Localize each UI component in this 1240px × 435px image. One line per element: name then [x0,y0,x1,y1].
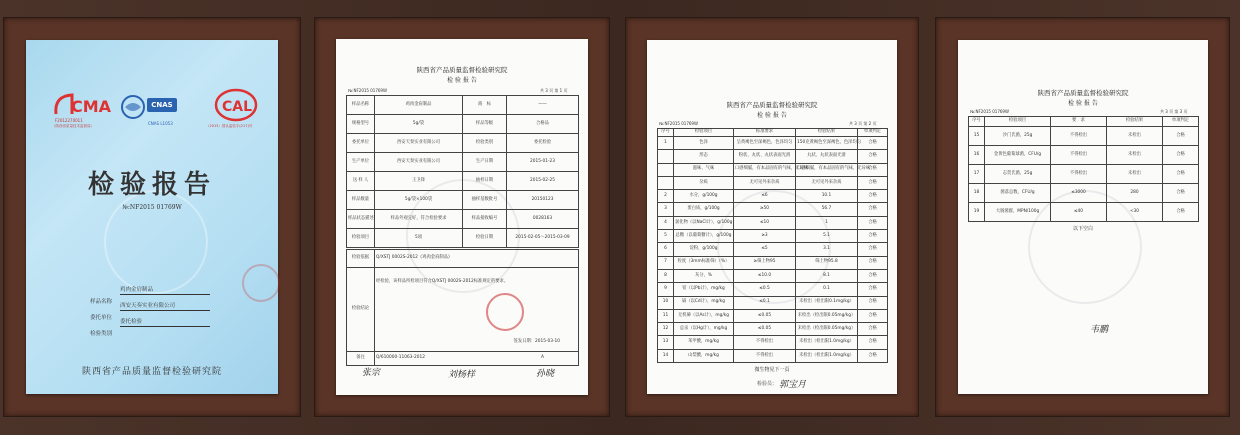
table-cell: 委托单位 [347,134,375,153]
table-cell: 王卫锋 [375,172,463,191]
cma-logo [52,92,110,132]
table-header-cell: 要 求 [1051,117,1107,127]
table-cell: 合格 [1163,203,1199,222]
cover-institute: 陕西省产品质量监督检验研究院 [81,367,222,377]
table-cell: 3.1 [796,243,858,256]
table-cell: ≤3000 [1051,184,1107,203]
table-cell: 水分，g/100g [674,190,734,203]
table-cell: 10.1 [796,190,858,203]
table-cell: 规格型号 [347,115,375,134]
table-header-cell: 单项判定 [858,129,888,137]
page2-signature: 郭宝月 [779,380,807,390]
table-cell: 合格 [858,309,888,322]
cover-report-no: №:NF2015 01769W [122,204,182,211]
report-page-3 [958,40,1208,394]
table-row [658,269,888,282]
table-cell: 蛋白质，g/100g [674,203,734,216]
table-cell: 未检出 [1107,165,1163,184]
cal-logo [206,88,266,134]
cover-field-label: 委托单位 [90,315,113,321]
table-cell: 合格 [858,150,888,163]
table-cell: 3 [658,203,674,216]
table-row [347,191,579,210]
table-row [658,137,888,150]
page2-inspector-label: 检验员： [757,381,778,387]
table-cell: 鸡肉金肩制品 [375,96,463,115]
table-cell: 合格 [858,323,888,336]
page3-page-no: 共 3 页 第 3 页 [1160,109,1188,114]
remark-extra: A [541,355,544,361]
page2-subtitle: 检 验 报 告 [757,112,787,119]
table-cell: 检验项目 [347,229,375,248]
table-cell: 13 [658,336,674,349]
table-row [658,190,888,203]
table-cell: 8 [658,269,674,282]
table-cell: 不得检出 [1051,127,1107,146]
table-row [347,172,579,191]
table-cell: 未检出（检出限0.05mg/kg） [796,323,858,336]
table-cell: 山梨酸，mg/kg [674,349,734,362]
table-cell: 19 [969,203,985,222]
table-cell: 送 样 人 [347,172,375,191]
page2-footer-note: 微生物见下一页 [754,367,790,373]
table-cell: 口感细腻，有本品固有的气味，无异味 [734,163,796,176]
table-header-cell: 检验结果 [1107,117,1163,127]
table-cell [658,163,674,176]
table-cell: ≤6 [734,190,796,203]
table-cell: 样品名称 [347,96,375,115]
table-cell: 未检出（检出限1.0mg/kg） [796,336,858,349]
table-cell: 6 [658,243,674,256]
table-cell: 8.1 [796,269,858,282]
table-cell: 粉状、丸状、丸状表面光滑 [734,150,796,163]
table-cell: 11 [658,309,674,322]
table-cell: 生产日期 [463,153,507,172]
table-cell: 合格 [1163,127,1199,146]
table-cell: 未检出（检出限0.1mg/kg） [796,296,858,309]
table-cell: 筛上物95.8 [796,256,858,269]
table-cell: 西安天奏实业有限公司 [375,134,463,153]
table-cell: 14 [658,349,674,362]
table-row [658,336,888,349]
signature-3: 孙晓 [536,369,555,379]
table-cell: 5g/袋×100袋 [375,191,463,210]
table-cell: 18 [969,184,985,203]
table-cell: 20150123 [507,191,579,210]
table-header-cell: 序号 [969,117,985,127]
remark-label: 备注 [347,352,375,366]
conclusion-label: 检验结论 [347,268,375,352]
table-cell: ≤0.1 [734,296,796,309]
table-cell: 检验类别 [463,134,507,153]
table-cell: 17 [969,165,985,184]
table-header-cell: 检验结果 [796,129,858,137]
table-cell: 不得检出 [1051,165,1107,184]
cal-logo-text: CAL [222,99,253,115]
table-cell: 志贺氏菌，25g [985,165,1051,184]
cover-page [26,40,278,394]
table-row [347,96,579,115]
table-cell: 粒度（3mm标准筛）（%） [674,256,734,269]
table-cell [658,150,674,163]
table-row [658,216,888,229]
table-row [658,309,888,322]
page3-report-no: №:NF2015 01769W [970,109,1009,114]
table-row [969,203,1199,222]
table-cell: 抽样日期 [463,172,507,191]
table-cell: 5项 [375,229,463,248]
table-row [658,203,888,216]
table-cell: ≥3 [734,230,796,243]
table-cell [658,176,674,189]
table-header-cell: 序号 [658,129,674,137]
table-row [347,153,579,172]
table-cell: 16 [969,146,985,165]
table-cell: ≤0.5 [734,283,796,296]
table-cell: 总汞（以Hg计），mg/kg [674,323,734,336]
table-cell: 5 [658,230,674,243]
table-cell: 未检出（检出限0.05mg/kg） [796,309,858,322]
table-cell: 无可见外来杂质 [796,176,858,189]
table-cell: ≥筛上物95 [734,256,796,269]
table-cell: 合格 [858,283,888,296]
remark-cell [375,352,579,366]
table-cell: 未检出 [1107,127,1163,146]
table-cell: 商 标 [463,96,507,115]
table-header-cell: 检验项目 [674,129,734,137]
table-cell: 无机砷（以As计），mg/kg [674,309,734,322]
frame-page-3 [936,18,1229,416]
table-cell: 1 [796,216,858,229]
table-cell: 合格 [858,176,888,189]
table-cell: ≤5 [734,243,796,256]
table-cell: 沙门氏菌，25g [985,127,1051,146]
cover-field-label: 检验类别 [90,331,113,337]
table-cell: ≤10 [734,216,796,229]
table-row [658,230,888,243]
page3-signature: 韦鹏 [1090,325,1109,335]
table-cell: 5.1 [796,230,858,243]
table-cell: 合格 [1163,165,1199,184]
basis-label: 检验依据 [347,250,375,268]
table-row [347,210,579,229]
table-row [969,184,1199,203]
table-cell: 滋味、气味 [674,163,734,176]
table-header-cell: 单项判定 [1163,117,1199,127]
cnas-logo-text: CNAS [147,98,177,112]
page1-subtitle: 检 验 报 告 [447,77,477,84]
table-cell: 不得检出 [1051,146,1107,165]
table-row [347,229,579,248]
table-cell: 苯甲酸，mg/kg [674,336,734,349]
table-cell: 合格 [858,256,888,269]
remark-value: Q/610000-11063-2012 [376,355,425,361]
frame-cover [4,18,300,416]
page1-red-seal [486,293,524,331]
table-header-cell: 检验项目 [985,117,1051,127]
table-cell: 氯化物（以NaCl计），g/100g [674,216,734,229]
table-row [347,115,579,134]
table-cell: 2015-02-25 [507,172,579,191]
table-cell: 金黄色葡萄球菌，CFU/g [985,146,1051,165]
table-cell: 合格 [858,269,888,282]
table-cell: 0028163 [507,210,579,229]
cnas-logo [120,94,180,132]
table-cell: 样品等级 [463,115,507,134]
table-cell: 10 [658,296,674,309]
table-cell: 合格 [858,163,888,176]
cover-title: 检验报告 [87,170,216,200]
cal-subtitle: （2013）国认监验字(217)号 [206,124,253,128]
cnas-code: CNAS L1053 [148,121,173,126]
table-cell: 菌落总数，CFU/g [985,184,1051,203]
table-row [658,323,888,336]
table-cell: 丸状、丸状表面光滑 [796,150,858,163]
table-cell: 合格 [858,216,888,229]
page1-report-no: №:NF2015 01769W [348,88,387,93]
table-cell: 4 [658,216,674,229]
table-cell: ≤40 [1051,203,1107,222]
table-cell: 杂质 [674,176,734,189]
table-row [658,283,888,296]
table-cell: 生产单位 [347,153,375,172]
cma-subtitle: （陕西省质量技术监督局） [52,124,94,128]
table-cell: 合格 [858,230,888,243]
table-cell: ≥50 [734,203,796,216]
table-cell: 12 [658,323,674,336]
page3-blank-note: 以下空白 [1072,226,1093,232]
table-cell: 铅（以Pb计），mg/kg [674,283,734,296]
cma-code: F2012270011 [55,118,83,123]
issue-date: 签发日期：2015-03-10 [513,339,560,345]
table-cell: 合格 [858,243,888,256]
table-row [658,349,888,362]
table-row [969,165,1199,184]
table-cell: <30 [1107,203,1163,222]
table-cell: 合格 [858,137,888,150]
conclusion-cell [375,268,579,352]
table-cell: 检验日期 [463,229,507,248]
table-cell: 西安天奏实业有限公司 [375,153,463,172]
table-cell: 抽样基数批号 [463,191,507,210]
cover-field-value: 委托检验 [120,320,210,327]
table-cell: 2015-02-05～2015-03-09 [507,229,579,248]
table-cell: 灰分，% [674,269,734,282]
cover-field-3 [90,319,143,339]
table-header-cell: 标准要求 [734,129,796,137]
table-cell: 大肠菌群，MPN/100g [985,203,1051,222]
table-row [658,243,888,256]
table-cell: 合格 [858,296,888,309]
cover-red-seal [242,264,280,302]
page3-institute: 陕西省产品质量监督检验研究院 [1037,89,1129,97]
cover-field-value: 西安天奏实业有限公司 [120,304,210,311]
table-cell: 合格 [1163,146,1199,165]
basis-value: Q/XSTJ 0002S-2012《鸡肉金肩制品》 [375,250,579,268]
table-cell: 色泽 [674,137,734,150]
cma-logo-text: CMA [71,97,112,116]
table-row [658,256,888,269]
table-row [969,146,1199,165]
cover-field-label: 样品名称 [90,299,113,305]
table-cell: 合格 [858,190,888,203]
frame-page-2 [626,18,918,416]
table-cell: 2015-01-23 [507,153,579,172]
table-cell: 样品状态描述 [347,210,375,229]
table-cell: 总糖（以葡萄糖计），g/100g [674,230,734,243]
page1-page-no: 共 3 页 第 1 页 [540,88,568,93]
table-cell: 280 [1107,184,1163,203]
table-cell: 合格品 [507,115,579,134]
table-cell: 形态 [674,150,734,163]
page2-page-no: 共 3 页 第 2 页 [849,121,877,126]
page2-report-no: №:NF2015 01769W [659,121,698,126]
table-cell: 合格 [858,336,888,349]
table-cell: —— [507,96,579,115]
table-cell: ≤10.0 [734,269,796,282]
table-cell: 9 [658,283,674,296]
table-cell: 56.7 [796,203,858,216]
table-cell: 样品数量 [347,191,375,210]
page1-institute: 陕西省产品质量监督检验研究院 [416,66,508,74]
report-page-1 [336,39,588,395]
table-row [658,163,888,176]
table-cell: ≤0.05 [734,309,796,322]
table-cell: 2 [658,190,674,203]
table-row [969,127,1199,146]
page1-basis-table [346,249,579,366]
table-row [658,176,888,189]
frame-page-1 [315,18,609,416]
report-page-2 [647,40,897,394]
table-cell: 未检出（检出限1.0mg/kg） [796,349,858,362]
table-cell: 合格 [858,349,888,362]
page3-results-table [968,116,1199,222]
table-cell: 委托检验 [507,134,579,153]
table-cell: ≤0.05 [734,323,796,336]
table-cell: 口感细腻，有本品固有的气味，无异味 [796,163,858,176]
table-cell: 未检出 [1107,146,1163,165]
page3-subtitle: 检 验 报 告 [1068,100,1098,107]
table-cell: 不得检出 [734,336,796,349]
page2-results-table [657,128,888,363]
cover-field-value: 鸡肉金肩制品 [120,288,210,295]
table-row [658,296,888,309]
table-row [347,134,579,153]
table-cell: 无可见外来杂质 [734,176,796,189]
table-cell: 淀粉，g/100g [674,243,734,256]
signature-1: 张宗 [362,368,381,378]
table-cell: 镉（以Cd计），mg/kg [674,296,734,309]
table-cell: 7 [658,256,674,269]
table-cell: 不得检出 [734,349,796,362]
table-row [658,150,888,163]
table-cell: 样品外观完好，符合检验要求 [375,210,463,229]
table-cell: 15 [969,127,985,146]
conclusion-value: 经检验，该样品所检项目符合Q/XSTJ 0002S-2012标准规定的要求。 [376,279,509,284]
table-cell: 合格 [1163,184,1199,203]
page2-institute: 陕西省产品质量监督检验研究院 [726,101,818,109]
table-cell: 0.1 [796,283,858,296]
table-cell: 5g/袋 [375,115,463,134]
table-cell: 1 [658,137,674,150]
table-cell: 样品接收编号 [463,210,507,229]
table-cell: 合格 [858,203,888,216]
table-cell: 呈黄褐色至深褐色，色泽均匀 [734,137,796,150]
table-cell: 150克黄褐色至深褐色，色泽均匀 [796,137,858,150]
page1-info-table [346,95,579,248]
signature-2: 刘杨样 [448,370,476,380]
